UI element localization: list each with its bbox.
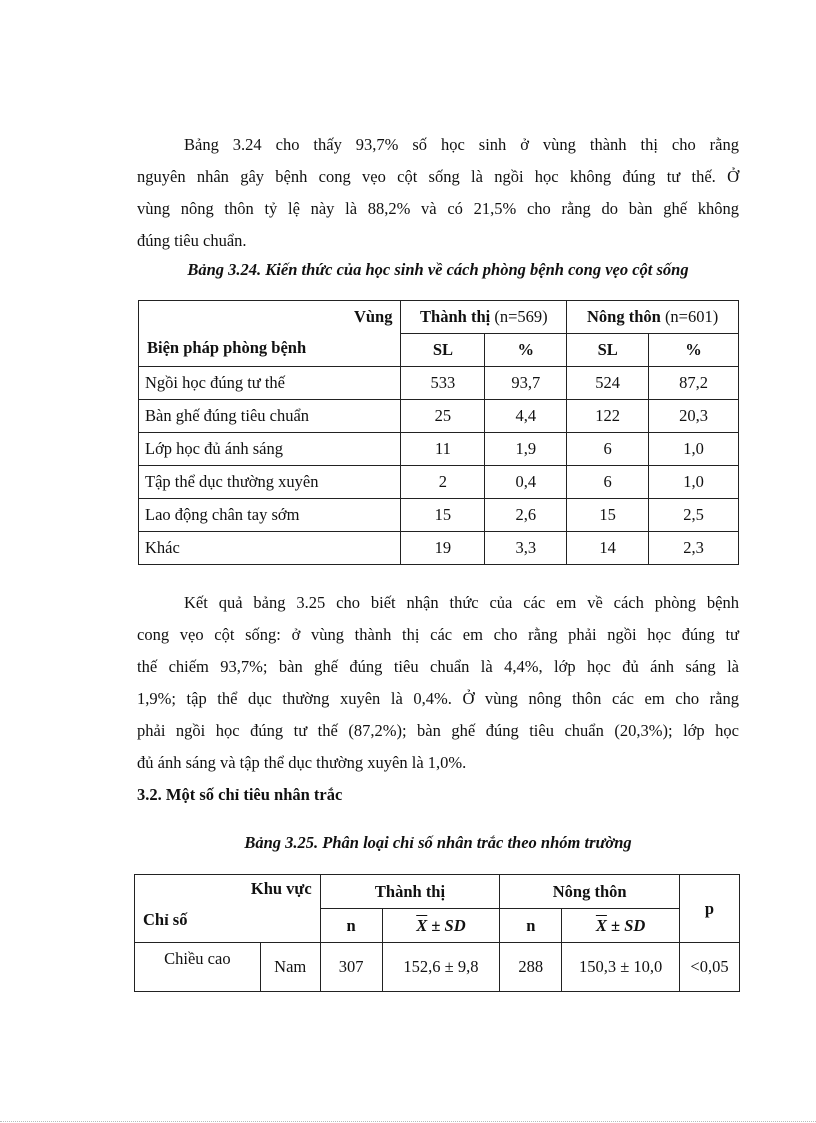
- col-header-pct: %: [649, 334, 739, 367]
- table2-group1-header: Thành thị: [320, 875, 500, 909]
- page-bottom-rule: [0, 1121, 816, 1122]
- cell-p2: 2,5: [649, 499, 739, 532]
- table-row: [139, 400, 739, 433]
- table2-caption: Bảng 3.25. Phân loại chỉ số nhân trắc theo nhóm trường: [244, 833, 632, 852]
- table1-group2-header: [567, 301, 739, 334]
- cell-sl1: 15: [401, 499, 485, 532]
- col-header-n: n: [320, 909, 382, 943]
- table-row: [139, 367, 739, 400]
- table-row: [139, 499, 739, 532]
- col-header-n: n: [500, 909, 562, 943]
- table1-corner-cell: [139, 301, 401, 367]
- paragraph-1: [137, 129, 739, 257]
- table2-corner-cell: [135, 875, 321, 943]
- paragraph-2: [137, 587, 739, 779]
- cell-p: <0,05: [679, 943, 739, 992]
- row-label: Lớp học đủ ánh sáng: [139, 433, 401, 466]
- row-index-label: Chiều cao: [135, 943, 261, 992]
- table-row: [139, 433, 739, 466]
- group1-n: (n=569): [494, 307, 548, 326]
- col-header-mean-sd: $\overline{X}$ ± SD: [562, 909, 680, 943]
- section-heading: 3.2. Một số chỉ tiêu nhân trắc: [137, 785, 343, 804]
- para1-line: vùng nông thôn tỷ lệ này là 88,2% và có 21,5% cho rằng do bàn ghế không: [137, 199, 739, 218]
- cell-sl2: 14: [567, 532, 649, 565]
- row-label: Khác: [139, 532, 401, 565]
- table1-group1-header: [401, 301, 567, 334]
- para1-line: đúng tiêu chuẩn.: [137, 231, 247, 250]
- table-row: [139, 466, 739, 499]
- col-header-mean-sd: $\overline{X}$ ± SD: [382, 909, 500, 943]
- cell-sl1: 2: [401, 466, 485, 499]
- row-label: Lao động chân tay sớm: [139, 499, 401, 532]
- row-label: Ngồi học đúng tư thế: [139, 367, 401, 400]
- cell-p1: 2,6: [485, 499, 567, 532]
- cell-p2: 87,2: [649, 367, 739, 400]
- table-3-24: [138, 300, 739, 565]
- table1-corner-bottom: Biện pháp phòng bệnh: [147, 338, 307, 357]
- cell-sl1: 11: [401, 433, 485, 466]
- para2-line: 1,9%; tập thể dục thường xuyên là 0,4%. Ở vùng nông thôn các em cho rằng: [137, 689, 739, 708]
- cell-p1: 3,3: [485, 532, 567, 565]
- table2-p-header: p: [679, 875, 739, 943]
- table-3-25: [134, 874, 740, 992]
- group2-n: (n=601): [664, 307, 719, 326]
- para2-line: thế chiếm 93,7%; bàn ghế đúng tiêu chuẩn là 4,4%, lớp học đủ ánh sáng là: [137, 657, 739, 676]
- para2-line: Kết quả bảng 3.25 cho biết nhận thức của các em về cách phòng bệnh: [184, 593, 739, 612]
- cell-p2: 20,3: [649, 400, 739, 433]
- para2-line: cong vẹo cột sống: ở vùng thành thị các em cho rằng phải ngồi học đúng tư: [137, 625, 739, 644]
- table2-corner-bottom: Chỉ số: [143, 910, 188, 929]
- col-header-sl: SL: [401, 334, 485, 367]
- row-label: Tập thể dục thường xuyên: [139, 466, 401, 499]
- col-header-pct: %: [485, 334, 567, 367]
- cell-p2: 1,0: [649, 466, 739, 499]
- group2-name: Nông thôn: [586, 307, 661, 326]
- table2-corner-top: Khu vực: [250, 879, 312, 898]
- cell-p1: 1,9: [485, 433, 567, 466]
- table1-corner-top: Vùng: [353, 307, 393, 326]
- cell-n2: 288: [500, 943, 562, 992]
- cell-p2: 2,3: [649, 532, 739, 565]
- para1-line: nguyên nhân gây bệnh cong vẹo cột sống là ngồi học không đúng tư thế. Ở: [137, 167, 739, 186]
- table-row: [139, 532, 739, 565]
- cell-sl1: 533: [401, 367, 485, 400]
- para2-line: đủ ánh sáng và tập thể dục thường xuyên là 1,0%.: [137, 753, 467, 772]
- para2-line: phải ngồi học đúng tư thế (87,2%); bàn ghế đúng tiêu chuẩn (20,3%); lớp học: [137, 721, 739, 740]
- cell-p2: 1,0: [649, 433, 739, 466]
- cell-sl2: 15: [567, 499, 649, 532]
- col-header-sl: SL: [567, 334, 649, 367]
- cell-sl2: 6: [567, 433, 649, 466]
- cell-p1: 0,4: [485, 466, 567, 499]
- cell-p1: 4,4: [485, 400, 567, 433]
- table-row: [135, 943, 740, 992]
- table1-caption: Bảng 3.24. Kiến thức của học sinh về cách phòng bệnh cong vẹo cột sống: [187, 260, 689, 279]
- cell-p1: 93,7: [485, 367, 567, 400]
- row-sex: Nam: [260, 943, 320, 992]
- cell-sl1: 19: [401, 532, 485, 565]
- cell-sl2: 6: [567, 466, 649, 499]
- cell-sl2: 122: [567, 400, 649, 433]
- cell-sl2: 524: [567, 367, 649, 400]
- table2-group2-header: Nông thôn: [500, 875, 680, 909]
- para1-line: Bảng 3.24 cho thấy 93,7% số học sinh ở vùng thành thị cho rằng: [184, 135, 739, 154]
- cell-v1: 152,6 ± 9,8: [382, 943, 500, 992]
- group1-name: Thành thị: [420, 307, 491, 326]
- row-label: Bàn ghế đúng tiêu chuẩn: [139, 400, 401, 433]
- cell-sl1: 25: [401, 400, 485, 433]
- cell-v2: 150,3 ± 10,0: [562, 943, 680, 992]
- cell-n1: 307: [320, 943, 382, 992]
